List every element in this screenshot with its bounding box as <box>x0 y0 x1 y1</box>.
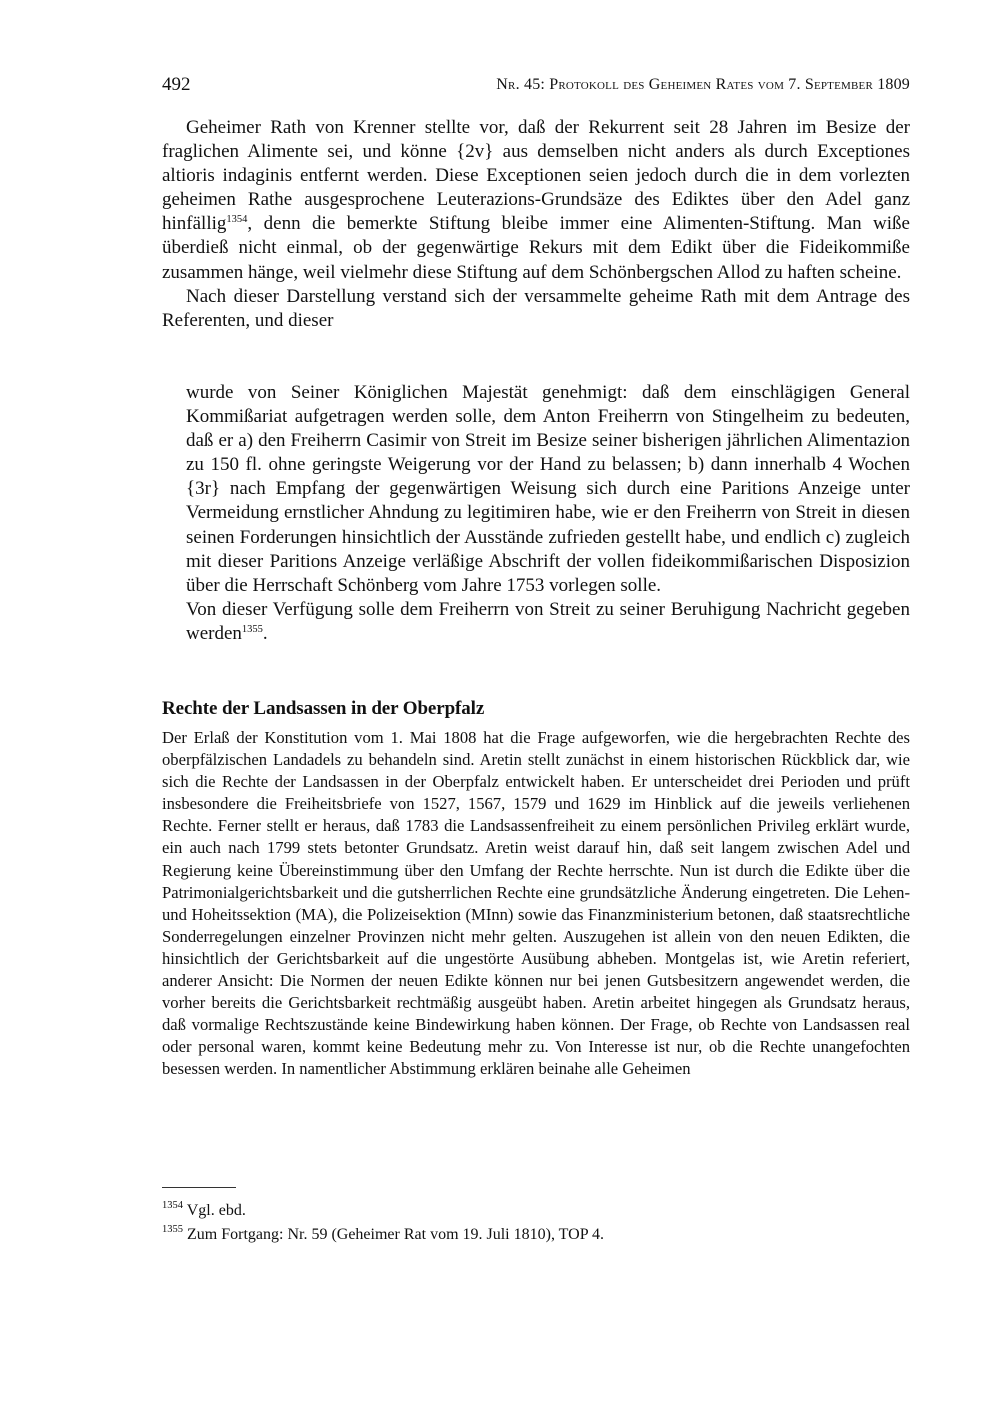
page-number: 492 <box>162 74 191 95</box>
page-header <box>162 74 910 98</box>
footnotes <box>162 1199 910 1247</box>
resolution-text <box>186 381 910 646</box>
protocol-text <box>162 116 910 333</box>
footnote-number: 1354 <box>162 1200 183 1211</box>
footnote-text: Zum Fortgang: Nr. 59 (Geheimer Rat vom 19. Juli 1810), TOP 4. <box>187 1226 605 1243</box>
section-summary: Der Erlaß der Konstitution vom 1. Mai 1808 hat die Frage aufgeworfen, wie die hergebrachten Rechte des oberpfälzischen Landadels zu behandeln sind. Aretin stellt zunächst in einem historischen Rückblick dar, wie sich die Rechte der Landsassen in der Oberpfalz entwickelt haben. Er unterscheidet drei Perioden und prüft insbesondere die Freiheitsbriefe von 1527, 1567, 1579 und 1629 im Hinblick auf die jeweils verliehenen Rechte. Ferner stellt er heraus, daß 1783 die Landsassenfreiheit zu einem persönlichen Privileg erklärt wurde, ein auch nach 1799 stets betonter Grundsatz. Aretin weist darauf hin, daß seit langem zwischen Adel und Regierung keine Übereinstimmung über den Umfang der Rechte herrschte. Nun ist durch die Edikte über die Patrimonialgerichtsbarkeit und die gutsherrlichen Rechte eine grundsätzliche Änderung eingetreten. Die Lehen- und Hoheitssektion (MA), die Polizeisektion (MInn) sowie das Finanzministerium betonen, daß staatsrechtliche Sonderregelungen einzelner Provinzen nicht mehr gelten. Auszugehen ist allein von den neuen Edikten, die hinsichtlich der Gerichtsbarkeit auf die ungestörte Ausübung abheben. Montgelas ist, wie Aretin referiert, anderer Ansicht: Die Normen der neuen Edikte können nur bei jenen Gutsbesitzern angewendet werden, die vorher bereits die Gerichtsbarkeit rechtmäßig ausgeübt haben. Aretin arbeitet hingegen als Grundsatz heraus, daß vormalige Rechtszustände keine Bindewirkung haben können. Der Frage, ob Rechte von Landsassen real oder personal waren, kommt keine Bedeutung mehr zu. Von Interesse ist nur, ob die Rechte unangefochten besessen werden. In namentlicher Abstimmung erklären beinahe alle Geheimen <box>162 728 910 1079</box>
notification-paragraph <box>186 598 910 646</box>
footnote-divider <box>162 1187 236 1188</box>
footnote-number: 1355 <box>162 1224 183 1235</box>
footnote-1355 <box>162 1223 910 1247</box>
section-heading: Rechte der Landsassen in der Oberpfalz <box>162 698 485 719</box>
footnote-1354 <box>162 1199 910 1223</box>
footnote-text: Vgl. ebd. <box>186 1202 246 1219</box>
paragraph-krenner <box>162 116 910 285</box>
running-head: Nr. 45: Protokoll des Geheimen Rates vom 7. September 1809 <box>496 76 910 93</box>
resolution-paragraph: wurde von Seiner Königlichen Majestät genehmigt: daß dem einschlägigen General Kommißariat aufgetragen werden solle, dem Anton Freiherrn von Stingelheim zu bedeuten, daß er a) den Freiherrn Casimir von Streit im Besize seiner bisherigen jährlichen Alimentazion zu 150 fl. ohne geringste Weigerung vor der Hand zu belassen; b) dann innerhalb 4 Wochen {3r} nach Empfang der gegenwärtigen Weisung sich durch eine Paritions Anzeige unter Vermeidung ernstlicher Ahndung zu legitimiren habe, wie er den Freiherrn von Streit in diesen seinen Forderungen hinsichtlich der Ausstände zufrieden gestellt habe, und endlich c) zugleich mit dieser Paritions Anzeige verläßige Abschrift der vollen fideikommißarischen Disposizion über die Herrschaft Schönberg vom Jahre 1753 vorlegen solle. <box>186 382 910 596</box>
paragraph-darstellung: Nach dieser Darstellung verstand sich der versammelte geheime Rath mit dem Antrage des Referenten, und dieser <box>162 285 910 331</box>
paragraph-text: Von dieser Verfügung solle dem Freiherrn von Streit zu seiner Beruhigung Nachricht gegeben werden <box>186 598 910 644</box>
footnote-ref-1354: 1354 <box>226 214 248 226</box>
paragraph-text: , denn die bemerkte Stiftung bleibe immer eine Alimenten-Stiftung. Man wiße überdieß nicht einmal, ob der gegenwärtige Rekurs mit dem Edikt über die Fideikommiße zusammen hänge, weil vielmehr diese Stiftung auf dem Schönbergschen Allod zu haften scheine. <box>162 213 910 283</box>
paragraph-text: . <box>262 622 268 644</box>
footnote-ref-1355: 1355 <box>241 623 263 635</box>
paragraph-text: Geheimer Rath von Krenner stellte vor, daß der Rekurrent seit 28 Jahren im Besize der fraglichen Alimente sei, und könne {2v} aus demselben nicht anders als durch Exceptiones altioris indaginis entfernt werden. Diese Exceptionen seien jedoch durch die in dem vorlezten geheimen Rathe ausgesprochene Leuterazions-Grundsäze des Ediktes über den Adel ganz hinfällig <box>162 117 910 235</box>
